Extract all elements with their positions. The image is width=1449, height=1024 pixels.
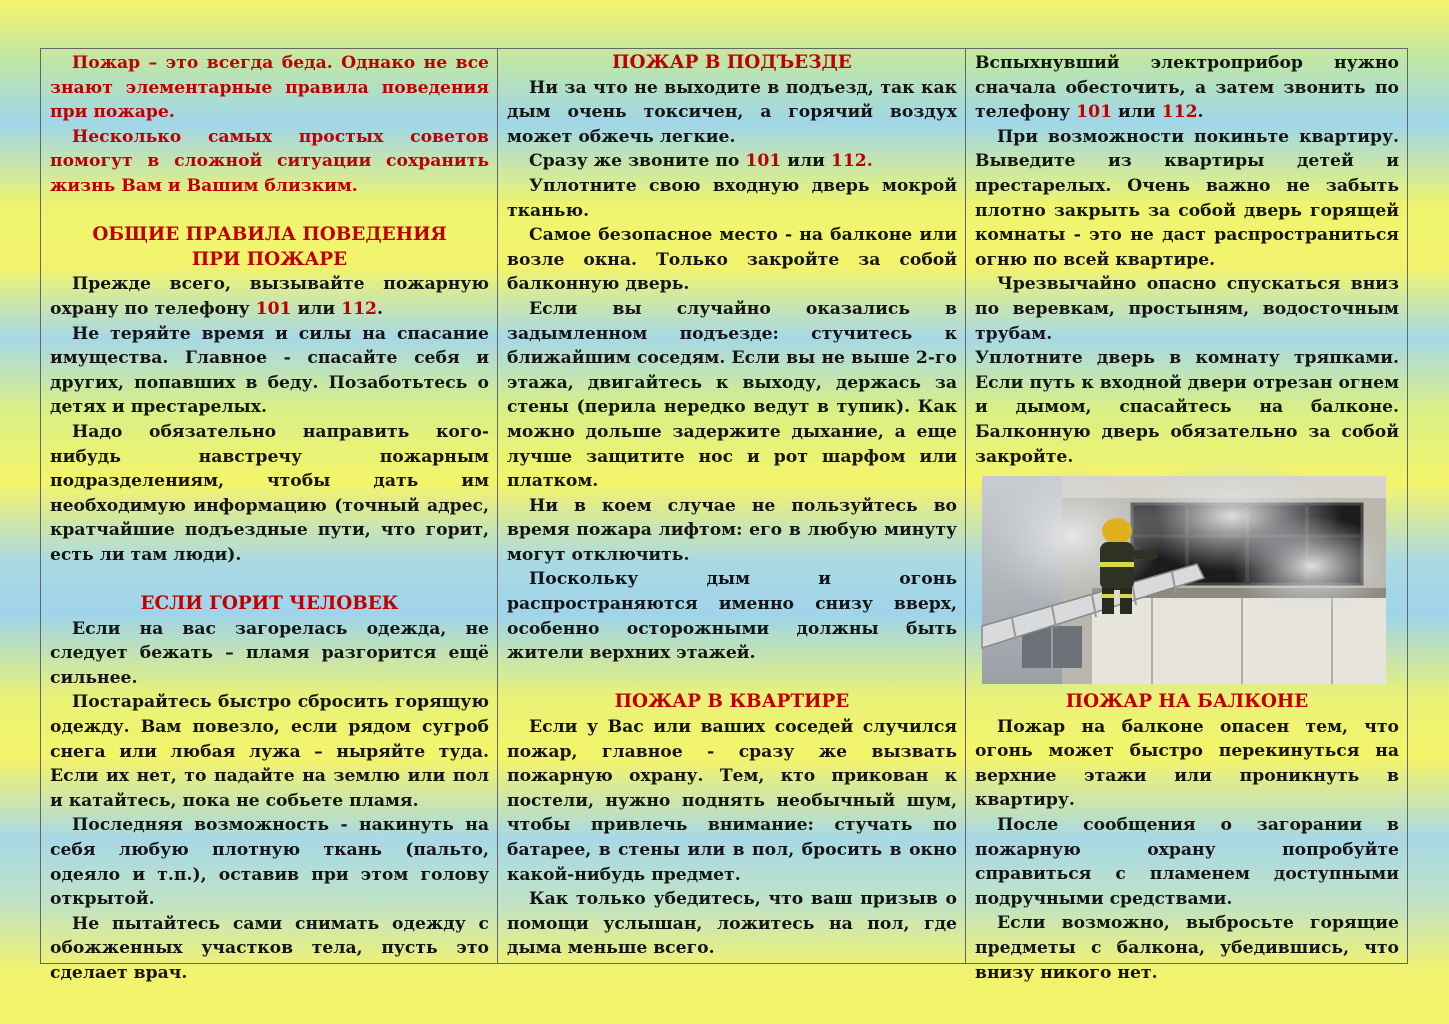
balcony-rule-paragraph: Если возможно, выбросьте горящие предметы с балкона, убедившись, что внизу никого нет. <box>975 913 1399 983</box>
entrance-fire-title: ПОЖАР В ПОДЪЕЗДЕ <box>612 52 852 73</box>
column-right <box>966 49 1407 983</box>
person-rule-paragraph: Не пытайтесь сами снимать одежду с обожженных участков тела, пусть это сделает врач. <box>50 913 489 983</box>
leaflet-frame <box>40 48 1408 983</box>
entrance-rule-paragraph: Если вы случайно оказались в задымленном подъезде: стучитесь к ближайшим соседям. Если вы не выше 2-го этажа, двигайтесь к выходу, держась за стены (перила нередко ведут в тупик). Как можно дольше задержите дыхание, а еще лучше защитите нос и рот шарфом или платком. <box>507 298 957 492</box>
balcony-rule-paragraph: После сообщения о загорании в пожарную охрану попробуйте справиться с пламенем доступными подручными средствами. <box>975 815 1399 909</box>
balcony-fire-photo <box>982 476 1386 684</box>
firefighter-illustration <box>982 476 1386 684</box>
phone-number-101: 101 <box>255 298 292 319</box>
balcony-fire-title: ПОЖАР НА БАЛКОНЕ <box>1065 691 1309 713</box>
entrance-rule-paragraph: Уплотните свою входную дверь мокрой тканью. <box>507 175 957 221</box>
person-rule-paragraph: Если на вас загорелась одежда, не следует бежать – пламя разгорится ещё сильнее. <box>50 618 489 688</box>
person-rule-paragraph: Последняя возможность - накинуть на себя любую плотную ткань (пальто, одеяло и т.п.), оставив при этом голову открытой. <box>50 815 489 910</box>
apartment-rule-paragraph: Если у Вас или ваших соседей случился пожар, главное - сразу же вызвать пожарную охрану. Тем, кто прикован к постели, нужно поднять необычный шум, чтобы привлечь внимание: стучать по батарее, в стены или в пол, бросить в окно какой-нибудь предмет. <box>507 717 957 885</box>
general-rule-paragraph: Не теряйте время и силы на спасание имущества. Главное - спасайте себя и других, попавших в беду. Позаботьтесь о детях и престарелых. <box>50 323 489 418</box>
general-rule-paragraph: Прежде всего, вызывайте пожарную охрану по телефону 101 или 112. <box>50 274 489 319</box>
apartment-rule-paragraph: Чрезвычайно опасно спускаться вниз по веревкам, простыням, водосточным трубам. <box>975 274 1399 344</box>
phone-number-112: 112 <box>341 298 378 319</box>
column-middle <box>498 49 966 963</box>
intro-paragraph: Несколько самых простых советов помогут в сложной ситуации сохранить жизнь Вам и Вашим близким. <box>50 126 489 196</box>
intro-paragraph: Пожар – это всегда беда. Однако не все знают элементарные правила поведения при пожаре. <box>50 53 489 123</box>
entrance-rule-paragraph: Ни в коем случае не пользуйтесь во время пожара лифтом: его в любую минуту могут отключить. <box>507 495 957 565</box>
person-on-fire-title: ЕСЛИ ГОРИТ ЧЕЛОВЕК <box>140 593 399 615</box>
column-left <box>41 49 498 983</box>
apartment-rule-paragraph: Как только убедитесь, что ваш призыв о помощи услышан, ложитесь на пол, где дыма меньше всего. <box>507 889 957 959</box>
entrance-rule-paragraph: Сразу же звоните по 101 или 112. <box>529 151 873 172</box>
general-rule-paragraph: Надо обязательно направить кого-нибудь навстречу пожарным подразделениям, чтобы дать им необходимую информацию (точный адрес, кратчайшие подъездные пути, что горит, есть ли там люди). <box>50 421 489 565</box>
entrance-rule-paragraph: Самое безопасное место - на балконе или возле окна. Только закройте за собой балконную дверь. <box>507 225 957 295</box>
apartment-rule-paragraph: Уплотните дверь в комнату тряпками. Если путь к входной двери отрезан огнем и дымом, спасайтесь на балконе. Балконную дверь обязательно за собой закройте. <box>975 348 1399 467</box>
appliance-rule-paragraph: Вспыхнувший электроприбор нужно сначала обесточить, а затем звонить по телефону 101 или 112. <box>975 53 1399 123</box>
phone-number-112: 112 <box>1161 102 1198 123</box>
entrance-rule-paragraph: Ни за что не выходите в подъезд, так как дым очень токсичен, а горячий воздух может обжечь легкие. <box>507 77 957 147</box>
apartment-rule-paragraph: При возможности покиньте квартиру. Выведите из квартиры детей и престарелых. Очень важно не забыть плотно закрыть за собой дверь горящей комнаты - это не даст распространиться огню по всей квартире. <box>975 126 1399 270</box>
balcony-rule-paragraph: Пожар на балконе опасен тем, что огонь может быстро перекинуться на верхние этажи или проникнуть в квартиру. <box>975 716 1399 811</box>
entrance-rule-paragraph: Поскольку дым и огонь распространяются именно снизу вверх, особенно осторожными должны быть жители верхних этажей. <box>507 569 957 664</box>
phone-number-101: 101 <box>1076 102 1113 123</box>
general-rules-title: ОБЩИЕ ПРАВИЛА ПОВЕДЕНИЯ ПРИ ПОЖАРЕ <box>92 224 447 270</box>
phone-number-101: 101 <box>745 151 782 172</box>
apartment-fire-title: ПОЖАР В КВАРТИРЕ <box>614 691 850 713</box>
phone-number-112: 112. <box>830 151 873 172</box>
person-rule-paragraph: Постарайтесь быстро сбросить горящую одежду. Вам повезло, если рядом сугроб снега или любая лужа – ныряйте туда. Если их нет, то падайте на землю или пол и катайтесь, пока не собьете пламя. <box>50 692 489 811</box>
